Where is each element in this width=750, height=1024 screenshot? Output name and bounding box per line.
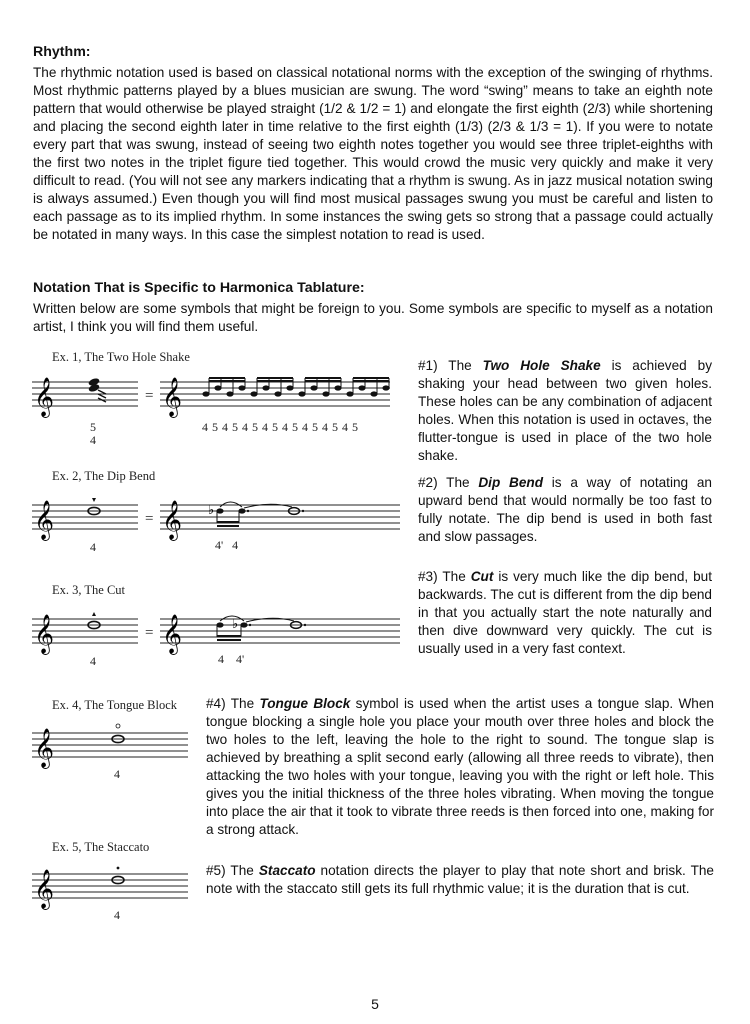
svg-text:𝄞: 𝄞 [162,500,183,540]
example-5-text: notation directs the player to play that note short and brisk. The note with the staccato still gets its full rhythmic value; it is the duration that is cut. [206,863,714,896]
example-5-lead: #5) The [206,863,259,878]
example-2-tab-left: 4 [90,540,96,554]
example-5-term: Staccato [258,863,316,878]
example-3-equals: = [145,625,154,641]
example-2-equals: = [145,511,154,527]
example-4-lead: #4) The [206,696,260,711]
example-2-term: Dip Bend [478,475,544,490]
example-1-description [418,357,712,465]
example-3-description [418,568,712,658]
example-2-staff-right [160,499,404,539]
svg-text:𝄞: 𝄞 [34,728,55,768]
example-1-term: Two Hole Shake [482,358,601,373]
example-2-text: is a way of notating an upward bend that would normally be too fast to fully notate. The dip bend is used in both fast and slow passages. [418,475,712,544]
example-2-tab-right: 4' 4 [215,538,239,552]
example-2-lead: #2) The [418,475,479,490]
example-4-text: symbol is used when the artist uses a tongue slap. When tongue blocking a single hole you place your mouth over three holes and block the two holes to the left, leaving the hole to the right to sound. The tongue slap is achieved by breathing a split second early (allowing all three reeds to vibrate), then attacking the two holes with your tongue, leaving you with the right or left hole. This gives you the initial thickness of the three holes vibrating. When moving the tongue into place the air that it took to vibrate three reeds is then forced into one, making for a strong attack. [206,696,714,837]
example-3-text: is very much like the dip bend, but backwards. The cut is different from the dip bend in that you actually start the note naturally and then dive downward very quickly. The cut is usually used in a very fast context. [418,569,712,656]
svg-text:♭: ♭ [208,503,215,518]
example-1-lead: #1) The [418,358,483,373]
svg-text:♭: ♭ [232,617,239,632]
example-1-staff-left [32,376,142,416]
example-4-title: Ex. 4, The Tongue Block [52,698,178,712]
example-1-tab-left: 5 [90,420,96,434]
notation-heading: Notation That is Specific to Harmonica Tablature: [33,280,365,296]
example-2-title: Ex. 2, The Dip Bend [52,469,156,483]
example-5-tab: 4 [114,908,120,922]
page-number: 5 [371,996,379,1012]
example-4-tab: 4 [114,767,120,781]
example-5-title: Ex. 5, The Staccato [52,840,150,854]
example-3-staff-left [32,613,142,653]
example-5-description [206,862,714,898]
example-3-title: Ex. 3, The Cut [52,583,126,597]
svg-text:𝄞: 𝄞 [162,614,183,654]
example-4-staff [32,727,192,767]
svg-text:𝄞: 𝄞 [34,500,55,540]
example-5-staff [32,868,192,908]
example-1-title: Ex. 1, The Two Hole Shake [52,350,190,364]
example-1-equals: = [145,388,154,404]
example-1-tab-right: 4 5 4 5 4 5 4 5 4 5 4 5 4 5 4 5 [202,420,359,434]
svg-text:𝄞: 𝄞 [34,869,55,909]
example-1-tab-left-lower: 4 [90,433,96,447]
example-4-description [206,695,714,839]
example-3-lead: #3) The [418,569,471,584]
example-3-tab-right: 4 4' [218,652,245,666]
example-1-staff-right [160,376,392,416]
svg-text:𝄞: 𝄞 [34,377,55,417]
example-2-staff-left [32,499,142,539]
example-3-tab-left: 4 [90,654,96,668]
rhythm-heading: Rhythm: [33,44,91,60]
rhythm-paragraph: The rhythmic notation used is based on classical notational norms with the exception of the swinging of rhythms. Most rhythmic patterns played by a blues musician are swung. The word “swing” means to take an eighth note pattern that would otherwise be played straight (1/2 & 1/2 = 1) and elongate the first eighth (2/3) while shortening and placing the second eighth later in time relative to the first eighth (1/3) (2/3 & 1/3 = 1). If you were to notate every part that was swung, instead of seeing two eighth notes together you would see three triplet-eighths with the first two notes in the triplet figure tied together. This would crowd the music very quickly and make it very difficult to read. (You will not see any markers indicating that a rhythm is swung. As in jazz musical notation swing is always assumed.) Even though you will find most musical passages swung you must be careful and listen to each passage as to its implied rhythm. In some instances the swing gets so strong that a passage could actually be notated in many ways. In this case the simplest notation to read is used. [33,65,713,242]
notation-intro: Written below are some symbols that might be foreign to you. Some symbols are specific to myself as a notation artist, I think you will find them useful. [33,301,713,334]
example-1-text: is achieved by shaking your head between two given holes. These holes can be any combination of adjacent holes. When this notation is used in octaves, the flutter-tongue is used in place of the two hole shake. [418,358,712,463]
example-3-staff-right [160,613,404,653]
example-4-term: Tongue Block [259,696,351,711]
example-2-description [418,474,712,546]
example-3-term: Cut [470,569,494,584]
svg-text:𝄞: 𝄞 [162,377,183,417]
svg-text:𝄞: 𝄞 [34,614,55,654]
